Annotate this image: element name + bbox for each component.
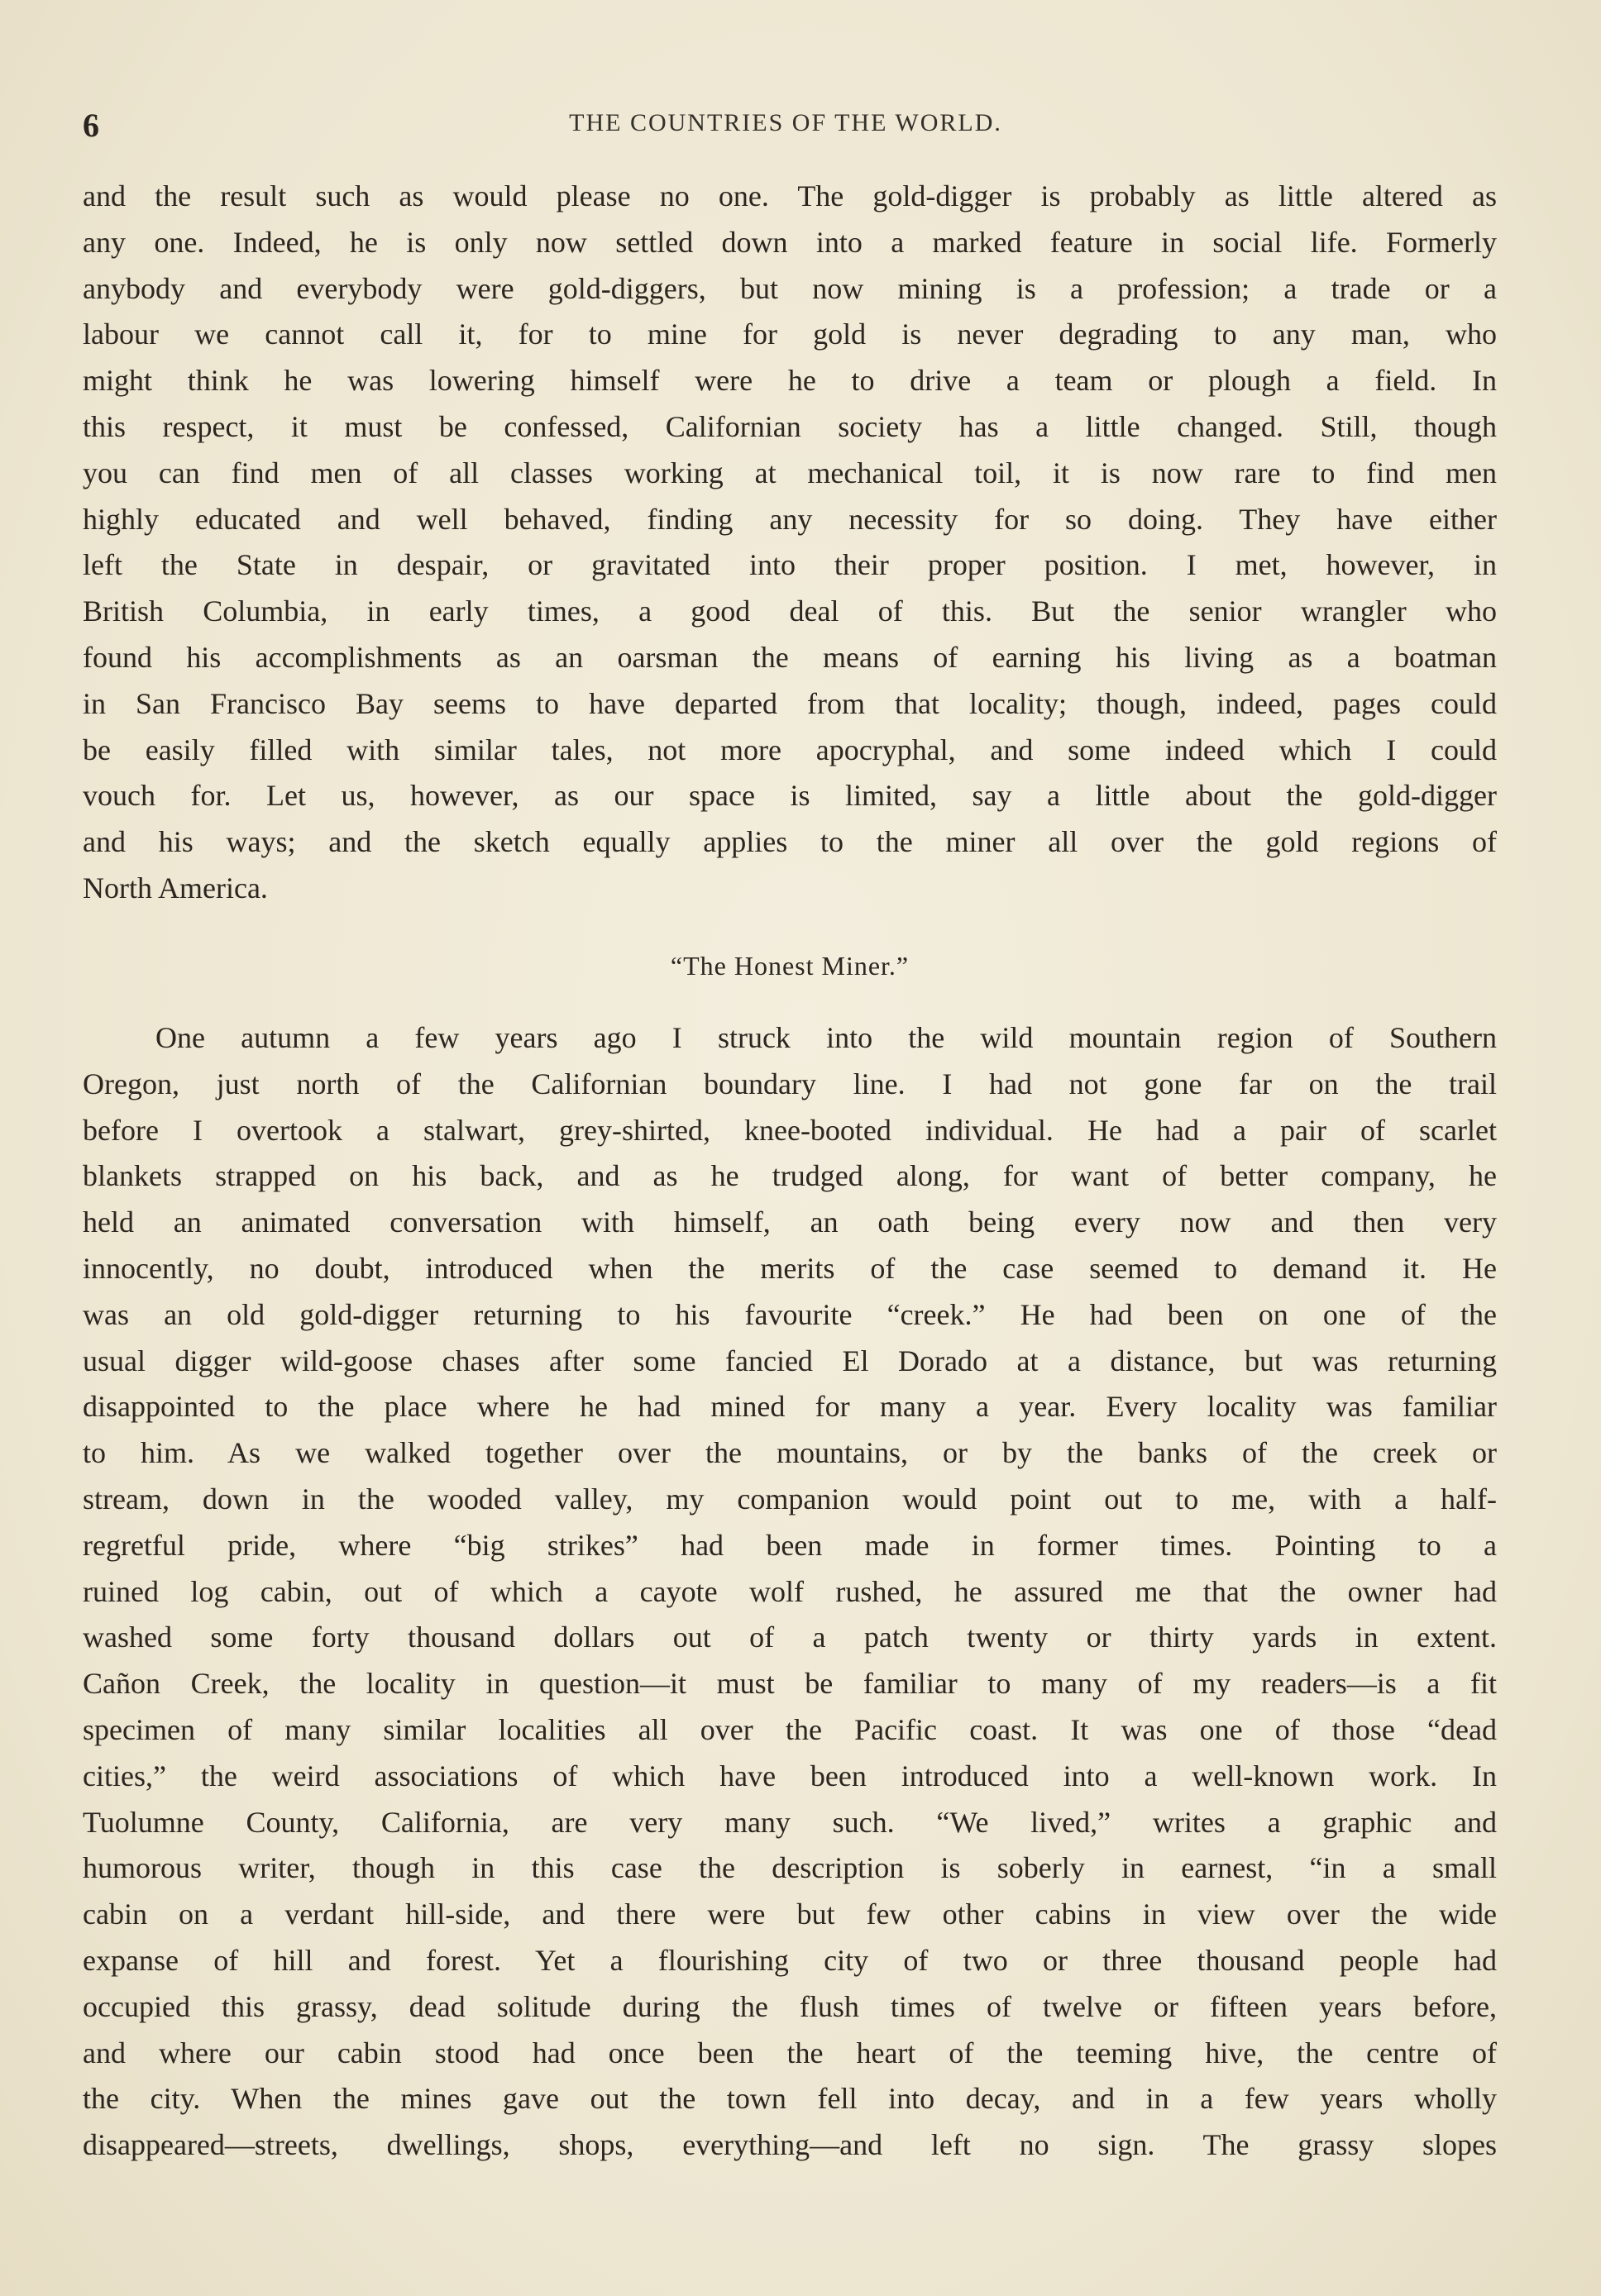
text-line: North America. [83, 871, 268, 905]
text-line: highly educated and well behaved, finding any necessity for so doing. They have either [83, 502, 1497, 536]
text-line: was an old gold-digger returning to his favourite “creek.” He had been on one of the [83, 1297, 1497, 1331]
text-line: in San Francisco Bay seems to have departed from that locality; though, indeed, pages could [83, 686, 1497, 720]
text-line: Cañon Creek, the locality in question—it must be familiar to many of my readers—is a fit [83, 1667, 1497, 1701]
text-line: expanse of hill and forest. Yet a flourishing city of two or three thousand people had [83, 1943, 1497, 1977]
text-line: British Columbia, in early times, a good deal of this. But the senior wrangler who [83, 594, 1497, 628]
text-line: blankets strapped on his back, and as he trudged along, for want of better company, he [83, 1159, 1497, 1193]
text-line: and his ways; and the sketch equally applies to the miner all over the gold regions of [83, 825, 1497, 859]
text-line: found his accomplishments as an oarsman the means of earning his living as a boatman [83, 640, 1497, 674]
text-line: the city. When the mines gave out the town fell into decay, and in a few years wholly [83, 2082, 1497, 2116]
page-number: 6 [83, 107, 99, 144]
text-line: occupied this grassy, dead solitude during the flush times of twelve or fifteen years before, [83, 1989, 1497, 2023]
text-line: ruined log cabin, out of which a cayote wolf rushed, he assured me that the owner had [83, 1574, 1497, 1608]
text-line: Tuolumne County, California, are very many such. “We lived,” writes a graphic and [83, 1805, 1497, 1839]
text-line: and the result such as would please no one. The gold-digger is probably as little altered as [83, 179, 1497, 212]
text-line: disappeared—streets, dwellings, shops, everything—and left no sign. The grassy slopes [83, 2128, 1497, 2162]
text-line: washed some forty thousand dollars out of a patch twenty or thirty yards in extent. [83, 1621, 1497, 1654]
text-line: and where our cabin stood had once been the heart of the teeming hive, the centre of [83, 2036, 1497, 2069]
text-line: stream, down in the wooded valley, my companion would point out to me, with a half- [83, 1482, 1497, 1516]
text-line: disappointed to the place where he had mined for many a year. Every locality was familiar [83, 1390, 1497, 1424]
text-line: labour we cannot call it, for to mine for gold is never degrading to any man, who [83, 317, 1497, 351]
text-line: anybody and everybody were gold-diggers, but now mining is a profession; a trade or a [83, 271, 1497, 305]
text-line: vouch for. Let us, however, as our space is limited, say a little about the gold-digger [83, 779, 1497, 813]
section-heading: “The Honest Miner.” [670, 951, 910, 981]
text-line: be easily filled with similar tales, not more apocryphal, and some indeed which I could [83, 733, 1497, 766]
text-line: before I overtook a stalwart, grey-shirted, knee-booted individual. He had a pair of scarlet [83, 1113, 1497, 1147]
text-line: innocently, no doubt, introduced when the merits of the case seemed to demand it. He [83, 1251, 1497, 1285]
text-line: specimen of many similar localities all over the Pacific coast. It was one of those “dead [83, 1712, 1497, 1746]
text-line: humorous writer, though in this case the description is soberly in earnest, “in a small [83, 1851, 1497, 1885]
text-line: held an animated conversation with himself, an oath being every now and then very [83, 1205, 1497, 1239]
text-line: you can find men of all classes working at mechanical toil, it is now rare to find men [83, 456, 1497, 489]
paragraph-2 [83, 1015, 1497, 2169]
text-line: this respect, it must be confessed, Californian society has a little changed. Still, though [83, 409, 1497, 443]
text-line: cities,” the weird associations of which have been introduced into a well-known work. In [83, 1759, 1497, 1792]
text-line: usual digger wild-goose chases after some fancied El Dorado at a distance, but was returning [83, 1344, 1497, 1377]
running-title: THE COUNTRIES OF THE WORLD. [569, 109, 1002, 136]
text-line: Oregon, just north of the Californian boundary line. I had not gone far on the trail [83, 1067, 1497, 1100]
text-line: might think he was lowering himself were he to drive a team or plough a field. In [83, 364, 1497, 398]
text-line: to him. As we walked together over the mountains, or by the banks of the creek or [83, 1436, 1497, 1470]
text-line: any one. Indeed, he is only now settled down into a marked feature in social life. Formerly [83, 225, 1497, 259]
text-line: cabin on a verdant hill-side, and there were but few other cabins in view over the wide [83, 1897, 1497, 1931]
page-header [83, 106, 1489, 155]
paragraph-1 [83, 174, 1497, 912]
text-line: One autumn a few years ago I struck into the wild mountain region of Southern [155, 1021, 1497, 1054]
text-line: left the State in despair, or gravitated into their proper position. I met, however, in [83, 548, 1497, 582]
text-line: regretful pride, where “big strikes” had been made in former times. Pointing to a [83, 1528, 1497, 1562]
